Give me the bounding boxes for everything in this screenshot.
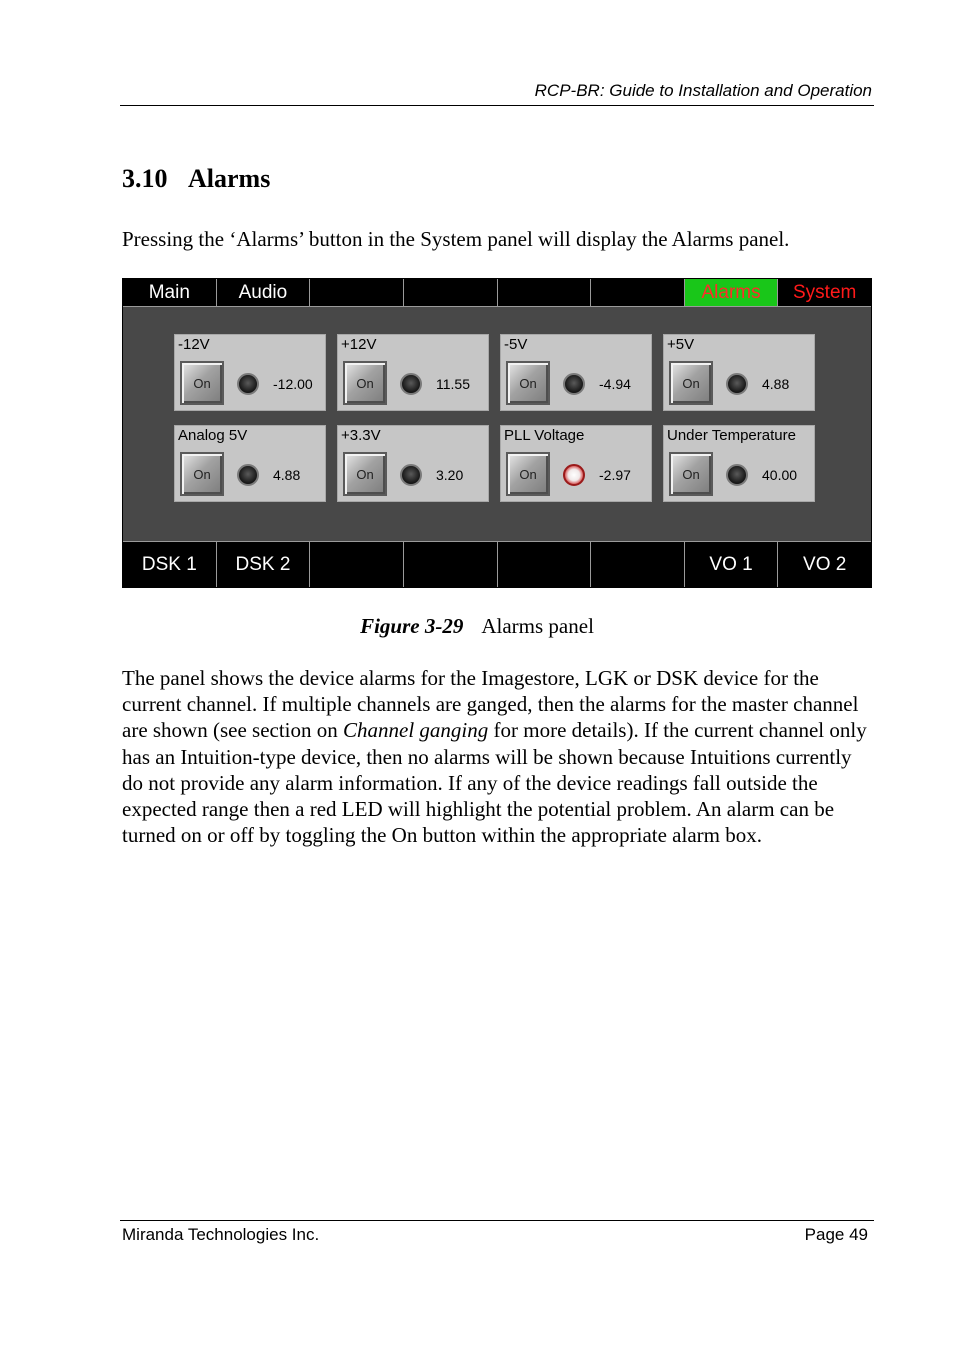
top-nav-bar xyxy=(123,279,871,307)
body-emphasis: Channel ganging xyxy=(343,718,489,743)
vo-2-button[interactable]: VO 2 xyxy=(778,541,871,587)
alarm-label: +12V xyxy=(341,336,377,353)
on-button[interactable]: On xyxy=(180,452,224,496)
footer-company: Miranda Technologies Inc. xyxy=(122,1225,320,1244)
led-indicator-icon xyxy=(563,373,585,395)
led-indicator-icon xyxy=(400,373,422,395)
bottom-empty-button-5[interactable] xyxy=(498,541,592,587)
alarm-box-minus-5v xyxy=(500,334,652,411)
alarm-box-plus-12v xyxy=(337,334,489,411)
led-indicator-icon xyxy=(726,373,748,395)
led-indicator-icon xyxy=(237,464,259,486)
figure-caption xyxy=(0,612,954,640)
figure-label: Figure 3-29 xyxy=(360,614,464,638)
led-indicator-icon xyxy=(726,464,748,486)
main-button[interactable]: Main xyxy=(123,279,217,307)
alarm-reading: 4.88 xyxy=(762,376,790,392)
body-paragraph xyxy=(122,665,872,848)
alarm-reading: 11.55 xyxy=(436,376,470,392)
section-number: 3.10 xyxy=(122,164,168,193)
on-button[interactable]: On xyxy=(343,452,387,496)
alarm-label: Under Temperature xyxy=(667,427,796,444)
on-button[interactable]: On xyxy=(506,452,550,496)
on-button[interactable]: On xyxy=(506,361,550,405)
alarm-box-plus-5v xyxy=(663,334,815,411)
alarm-label: -12V xyxy=(178,336,210,353)
page-footer xyxy=(120,1220,874,1248)
top-empty-button-3[interactable] xyxy=(310,279,404,307)
alarm-reading: 4.88 xyxy=(273,467,301,483)
on-button[interactable]: On xyxy=(669,361,713,405)
alarm-label: -5V xyxy=(504,336,528,353)
running-header-title: RCP-BR: Guide to Installation and Operation xyxy=(534,81,872,100)
section-title-text: Alarms xyxy=(188,164,271,193)
alarm-box-pll-voltage xyxy=(500,425,652,502)
body-text-part-1: The panel shows the device alarms for the Imagestore, LGK or DSK device for the current channel. If multiple channels are ganged, then the alarms for the master channel are shown (see section on xyxy=(122,666,859,743)
audio-button[interactable]: Audio xyxy=(217,279,311,307)
dsk-1-button[interactable]: DSK 1 xyxy=(123,541,217,587)
alarm-box-minus-12v xyxy=(174,334,326,411)
alarm-box-plus-3-3v xyxy=(337,425,489,502)
alarms-panel-screenshot xyxy=(122,278,872,588)
alarm-label: Analog 5V xyxy=(178,427,248,444)
alarms-button[interactable]: Alarms xyxy=(685,279,779,307)
alarm-box-under-temperature xyxy=(663,425,815,502)
top-empty-button-5[interactable] xyxy=(498,279,592,307)
alarm-grid xyxy=(174,334,818,502)
alarm-label: PLL Voltage xyxy=(504,427,585,444)
system-button[interactable]: System xyxy=(778,279,871,307)
intro-paragraph: Pressing the ‘Alarms’ button in the System panel will display the Alarms panel. xyxy=(122,227,790,251)
alarm-reading: -2.97 xyxy=(599,467,631,483)
top-empty-button-4[interactable] xyxy=(404,279,498,307)
alarm-reading: -4.94 xyxy=(599,376,631,392)
bottom-empty-button-3[interactable] xyxy=(310,541,404,587)
on-button[interactable]: On xyxy=(343,361,387,405)
led-indicator-icon xyxy=(400,464,422,486)
alarm-reading: 40.00 xyxy=(762,467,798,483)
vo-1-button[interactable]: VO 1 xyxy=(685,541,779,587)
alarm-label: +3.3V xyxy=(341,427,381,444)
dsk-2-button[interactable]: DSK 2 xyxy=(217,541,311,587)
alarm-box-analog-5v xyxy=(174,425,326,502)
led-indicator-icon xyxy=(237,373,259,395)
top-empty-button-6[interactable] xyxy=(591,279,685,307)
bottom-nav-bar xyxy=(123,541,871,587)
section-title xyxy=(122,162,270,196)
alarm-reading: -12.00 xyxy=(273,376,313,392)
running-header xyxy=(120,80,874,106)
on-button[interactable]: On xyxy=(669,452,713,496)
footer-page-number: Page 49 xyxy=(804,1225,868,1244)
alarm-label: +5V xyxy=(667,336,695,353)
figure-caption-text: Alarms panel xyxy=(481,614,594,638)
body-text-part-2: for more details). If the current channel only has an Intuition-type device, then no alarms will be shown because Intuitions currently do not provide any alarm information. If any of the device readings fall outside the expected range then a red LED will highlight the potential problem. An alarm can be turned on or off by toggling the On button within the appropriate alarm box. xyxy=(122,718,867,848)
led-alert-icon xyxy=(563,464,585,486)
alarm-reading: 3.20 xyxy=(436,467,464,483)
bottom-empty-button-4[interactable] xyxy=(404,541,498,587)
bottom-empty-button-6[interactable] xyxy=(591,541,685,587)
on-button[interactable]: On xyxy=(180,361,224,405)
